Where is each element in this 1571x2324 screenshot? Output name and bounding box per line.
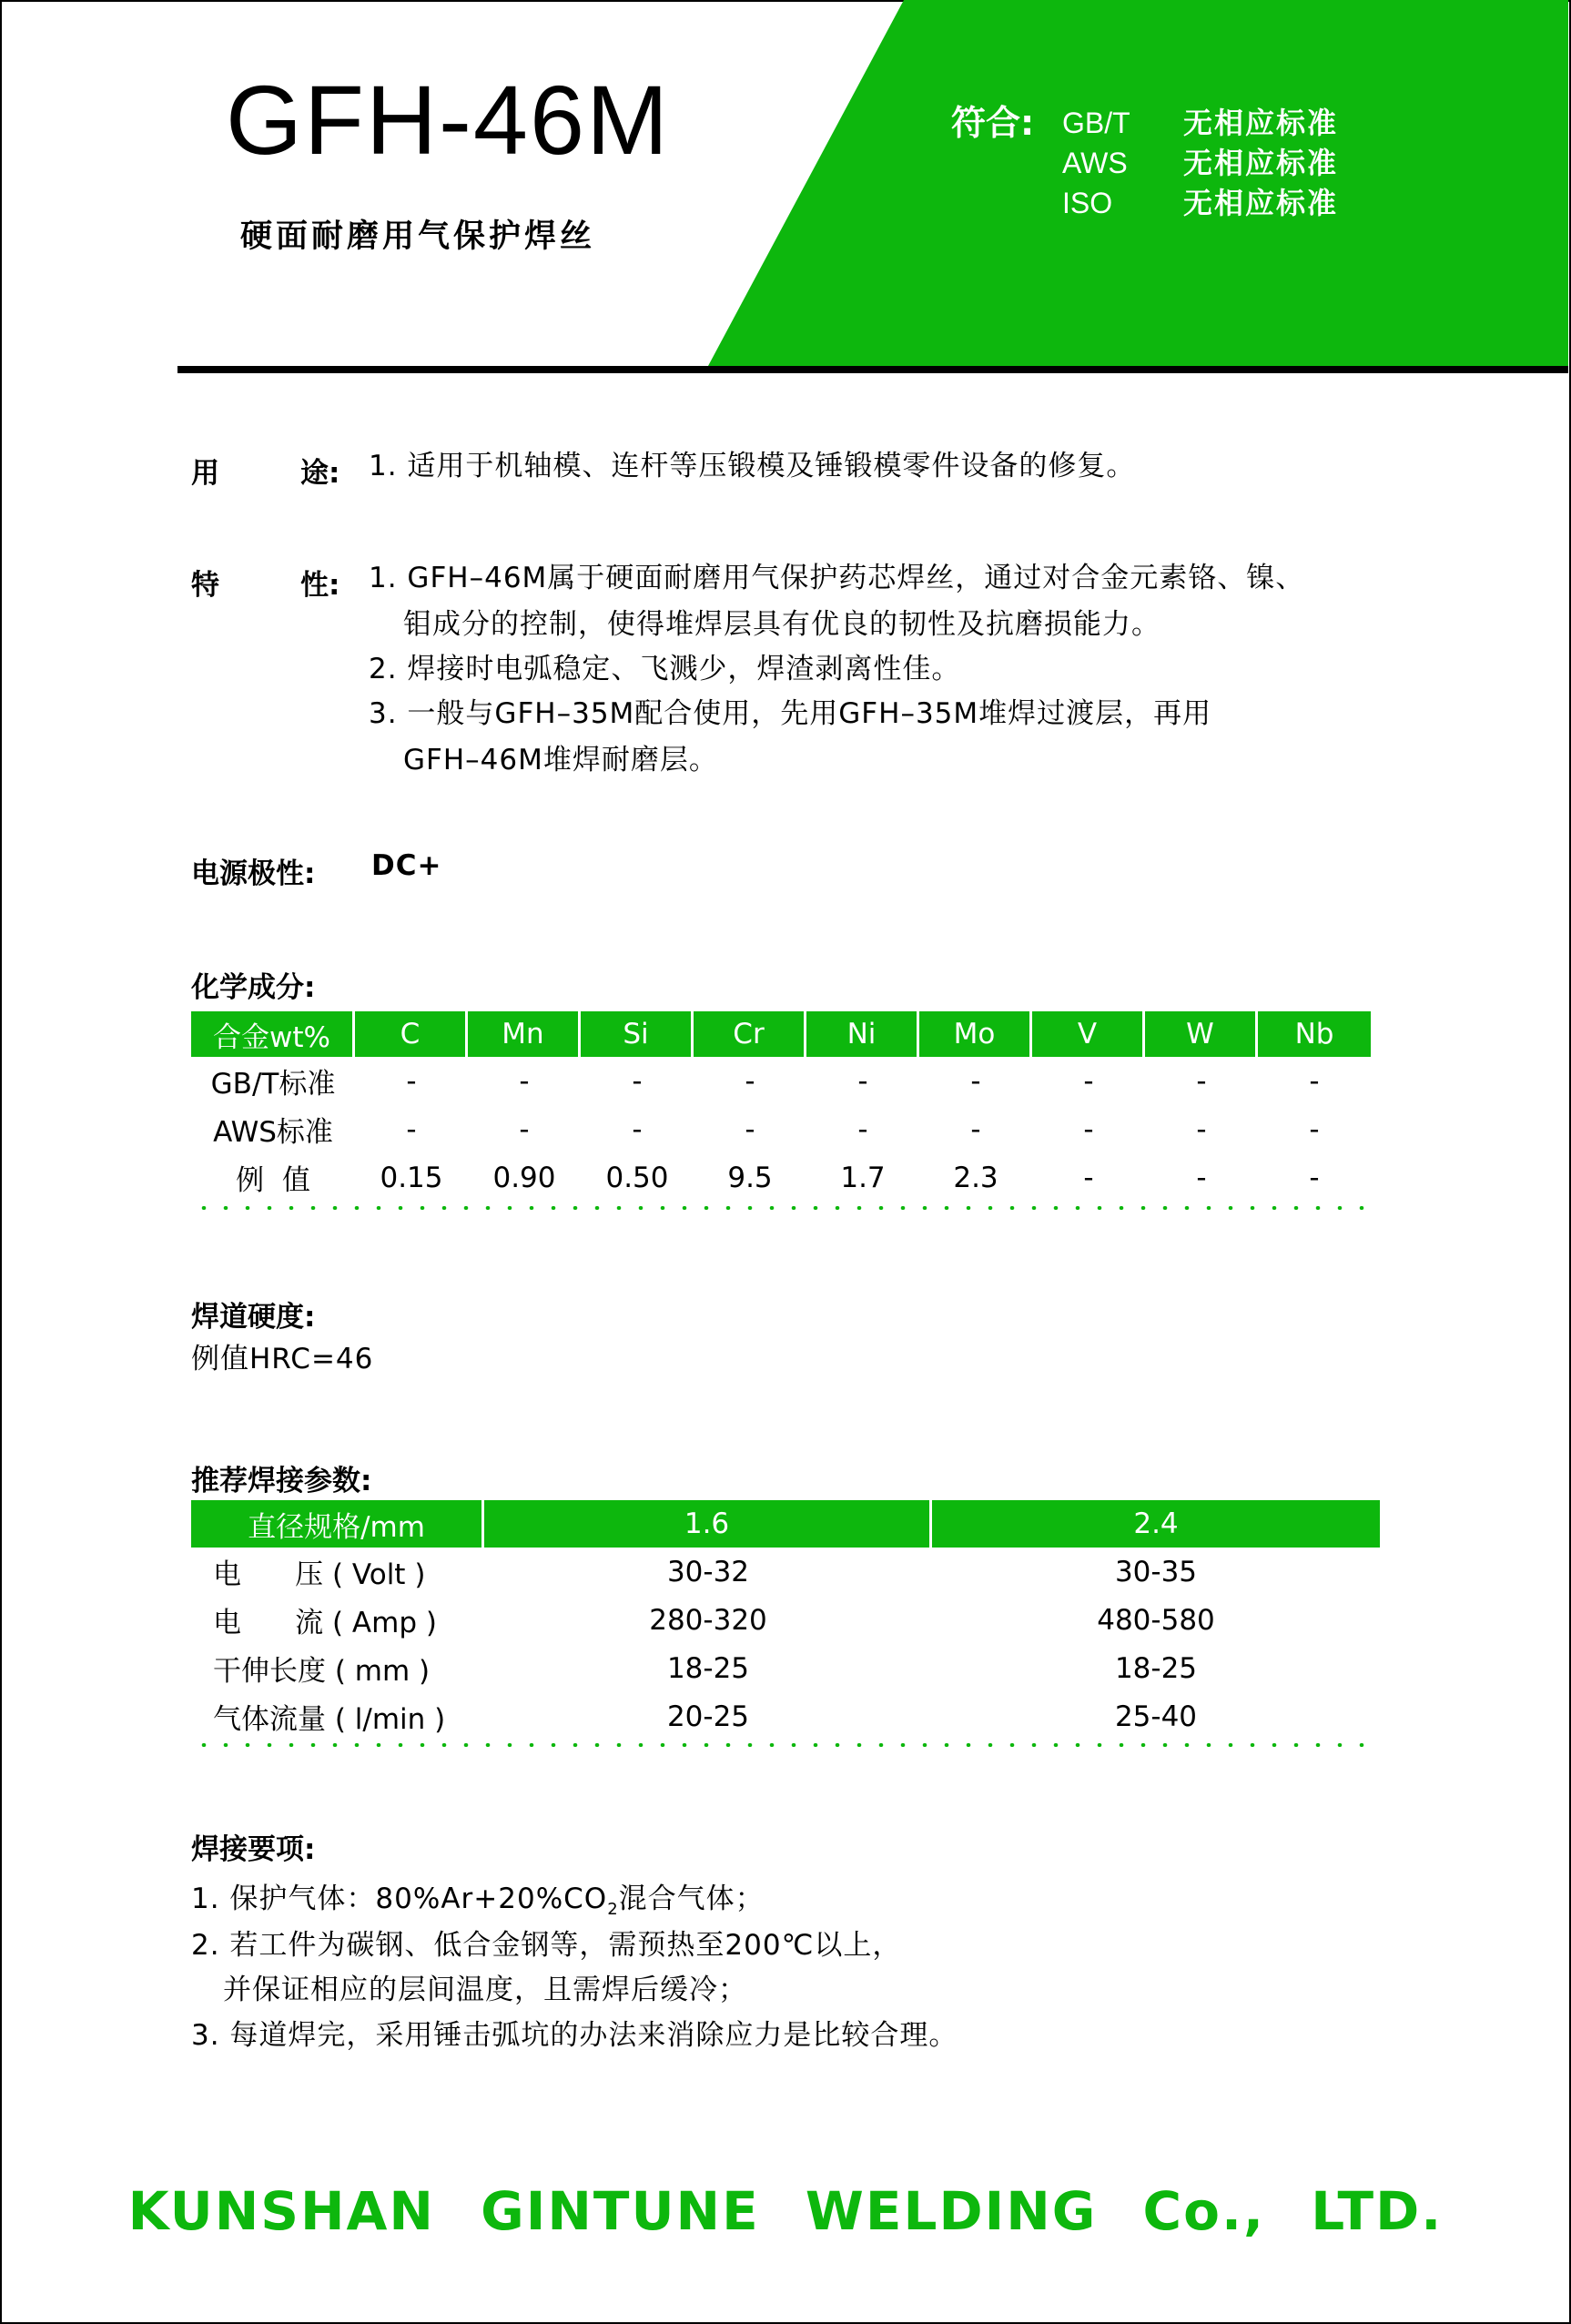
composition-dotted-rule (193, 1206, 1367, 1210)
composition-cell: - (1196, 1112, 1207, 1146)
product-title: GFH-46M (226, 65, 671, 175)
composition-header-cell: V (1032, 1011, 1145, 1057)
parameters-row (191, 1548, 1380, 1596)
hardness-value: 例值HRC=46 (191, 1343, 374, 1375)
parameter-value: 18-25 (1114, 1651, 1198, 1685)
standard-row (1062, 100, 1338, 142)
composition-label: 化学成分: (191, 971, 316, 1004)
composition-cell: - (632, 1112, 643, 1146)
composition-cell: - (745, 1064, 755, 1098)
hardness-label: 焊道硬度: (191, 1301, 316, 1334)
parameters-header-cell: 直径规格/mm (191, 1500, 484, 1548)
parameters-row (191, 1692, 1380, 1740)
composition-cell: - (519, 1064, 530, 1098)
standards-label: 符合: (951, 103, 1035, 143)
standard-row (1062, 140, 1338, 182)
composition-row (191, 1057, 1371, 1105)
standard-row (1062, 180, 1338, 222)
parameter-value: 30-32 (666, 1555, 750, 1588)
composition-header-cell: Nb (1258, 1011, 1371, 1057)
composition-cell: 1.7 (840, 1161, 886, 1194)
feature-line: 2. 焊接时电弧稳定、飞溅少，焊渣剥离性佳。 (369, 653, 961, 685)
polarity-label: 电源极性: (191, 858, 316, 890)
feature-line: 1. GFH–46M属于硬面耐磨用气保护药芯焊丝，通过对合金元素铬、镍、 (369, 562, 1305, 594)
composition-cell: 0.50 (605, 1161, 669, 1194)
parameters-row (191, 1596, 1380, 1644)
parameter-name: 电 流 ( Amp ) (213, 1607, 437, 1639)
features-label: 特 性: (191, 569, 340, 602)
standard-org: AWS (1062, 147, 1128, 179)
parameter-value: 18-25 (666, 1651, 750, 1685)
composition-cell: 0.15 (380, 1161, 443, 1194)
composition-cell: - (1309, 1161, 1320, 1194)
composition-header-cell: Si (581, 1011, 694, 1057)
feature-line: 钼成分的控制，使得堆焊层具有优良的韧性及抗磨损能力。 (403, 608, 1161, 641)
parameters-row (191, 1644, 1380, 1692)
composition-cell: - (1083, 1161, 1094, 1194)
composition-cell: - (1083, 1064, 1094, 1098)
composition-cell: - (970, 1064, 981, 1098)
composition-cell: - (1196, 1064, 1207, 1098)
note-line: 1. 保护气体：$80\%Ar+20\%CO_2$混合气体； (191, 1883, 765, 1920)
parameter-name: 气体流量 ( l/min ) (213, 1703, 446, 1736)
parameters-header-cell: 2.4 (932, 1500, 1380, 1548)
parameter-value: 25-40 (1114, 1700, 1198, 1733)
composition-cell: - (1083, 1112, 1094, 1146)
composition-cell: - (1196, 1161, 1207, 1194)
parameter-name: 电 压 ( Volt ) (213, 1558, 426, 1591)
composition-cell: GB/T标准 (210, 1068, 336, 1101)
composition-header-cell: Cr (694, 1011, 806, 1057)
parameter-name: 干伸长度 ( mm ) (213, 1655, 431, 1688)
feature-line: 3. 一般与GFH–35M配合使用，先用GFH–35M堆焊过渡层，再用 (369, 697, 1212, 730)
composition-header-cell: C (355, 1011, 468, 1057)
parameters-label: 推荐焊接参数: (191, 1465, 372, 1497)
parameter-value: 20-25 (666, 1700, 750, 1733)
composition-cell: - (970, 1112, 981, 1146)
parameters-header-row (191, 1500, 1380, 1548)
composition-cell: - (632, 1064, 643, 1098)
header-rule (177, 366, 1568, 373)
polarity-value: DC+ (371, 849, 442, 882)
usage-label: 用 途: (191, 457, 340, 490)
composition-table (191, 1011, 1371, 1202)
composition-cell: 9.5 (727, 1161, 773, 1194)
composition-row (191, 1105, 1371, 1153)
feature-line: GFH–46M堆焊耐磨层。 (403, 744, 718, 776)
composition-header-cell: Ni (806, 1011, 919, 1057)
standard-org: GB/T (1062, 107, 1130, 139)
standard-value: 无相应标准 (1183, 186, 1339, 220)
composition-cell: - (857, 1064, 868, 1098)
composition-cell: - (1309, 1064, 1320, 1098)
composition-cell: - (406, 1112, 417, 1146)
parameters-dotted-rule (193, 1743, 1367, 1747)
composition-cell: 例 值 (236, 1164, 310, 1197)
parameter-value: 480-580 (1097, 1603, 1215, 1637)
standard-value: 无相应标准 (1183, 106, 1339, 140)
parameter-value: 30-35 (1114, 1555, 1198, 1588)
parameter-value: 280-320 (649, 1603, 767, 1637)
composition-header-cell: 合金wt% (191, 1011, 355, 1057)
usage-text: 1. 适用于机轴模、连杆等压锻模及锤锻模零件设备的修复。 (369, 450, 1136, 482)
parameters-header-cell: 1.6 (484, 1500, 932, 1548)
composition-row (191, 1153, 1371, 1202)
composition-header-cell: Mo (919, 1011, 1032, 1057)
composition-cell: - (406, 1064, 417, 1098)
parameters-table (191, 1500, 1380, 1740)
composition-cell: - (745, 1112, 755, 1146)
standard-value: 无相应标准 (1183, 146, 1339, 180)
composition-header-row (191, 1011, 1371, 1057)
composition-cell: - (857, 1112, 868, 1146)
company-name: KUNSHAN GINTUNE WELDING Co., LTD. (127, 2180, 1444, 2242)
composition-cell: 0.90 (492, 1161, 556, 1194)
composition-header-cell: W (1145, 1011, 1258, 1057)
notes-label: 焊接要项: (191, 1833, 316, 1866)
composition-header-cell: Mn (468, 1011, 581, 1057)
composition-cell: - (1309, 1112, 1320, 1146)
composition-cell: 2.3 (953, 1161, 998, 1194)
composition-cell: - (519, 1112, 530, 1146)
product-subtitle: 硬面耐磨用气保护焊丝 (240, 218, 596, 255)
note-line: 并保证相应的层间温度，且需焊后缓冷； (223, 1974, 747, 2006)
note-line: 2. 若工件为碳钢、低合金钢等，需预热至200℃以上， (191, 1929, 902, 1962)
note-line: 3. 每道焊完，采用锤击弧坑的办法来消除应力是比较合理。 (191, 2019, 958, 2052)
standard-org: ISO (1062, 187, 1113, 219)
composition-cell: AWS标准 (213, 1116, 333, 1149)
